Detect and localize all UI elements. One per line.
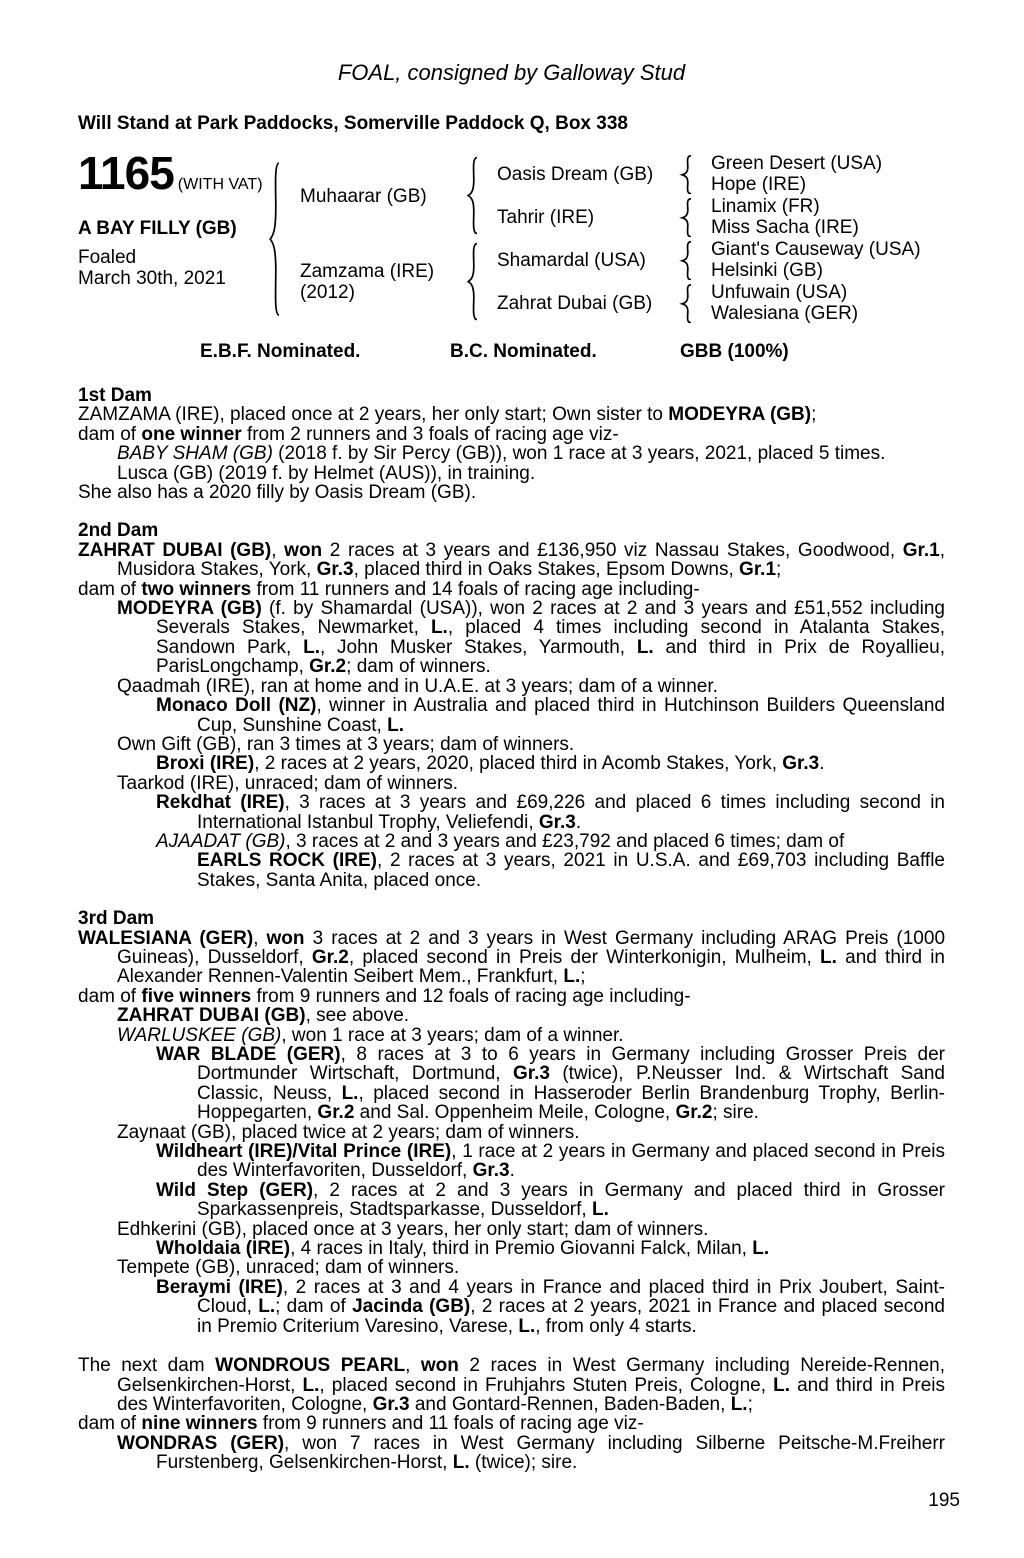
brace-icon	[677, 282, 697, 325]
great-grandparent: Green Desert (USA)	[711, 152, 883, 174]
pedigree-paragraph: ZAHRAT DUBAI (GB), see above.	[117, 1005, 410, 1027]
dam-name: Zamzama (IRE)	[300, 261, 435, 282]
page-number: 195	[928, 1490, 960, 1511]
pedigree-paragraph: Monaco Doll (NZ), winner in Australia and placed third in Hutchinson Builders Queensland Cup, Sunshine Coast, L.	[156, 695, 945, 736]
nominations-line	[78, 341, 945, 365]
granddam-paternal: Tahrir (IRE)	[497, 207, 595, 228]
ebf-nomination: E.B.F. Nominated.	[200, 341, 361, 362]
dam-section	[78, 521, 945, 890]
foaled-date: March 30th, 2021	[78, 268, 226, 289]
great-grandparent: Unfuwain (USA)	[711, 281, 848, 303]
great-grandparent: Miss Sacha (IRE)	[711, 217, 859, 239]
pedigree-paragraph: dam of two winners from 11 runners and 14 foals of racing age including-	[78, 578, 700, 600]
brace-icon	[677, 196, 697, 239]
pedigree-paragraph: Qaadmah (IRE), ran at home and in U.A.E. at 3 years; dam of a winner.	[117, 675, 718, 697]
pedigree-paragraph: WARLUSKEE (GB), won 1 race at 3 years; dam of a winner.	[117, 1024, 624, 1046]
pedigree-sire	[288, 153, 461, 239]
horse-description: A BAY FILLY (GB)	[78, 218, 237, 239]
pedigree-paragraph: Tempete (GB), unraced; dam of winners.	[117, 1257, 460, 1279]
pedigree-paragraph: She also has a 2020 filly by Oasis Dream (GB).	[78, 482, 477, 504]
great-grandparent: Giant's Causeway (USA)	[711, 238, 921, 260]
pedigree-paragraph: Beraymi (IRE), 2 races at 3 and 4 years in France and placed third in Prix Joubert, Saint-Cloud, L.; dam of Jacinda (GB), 2 races at 2 years, 2021 in France and placed second in Premio Criterium Varesino, Varese, L., from only 4 starts.	[156, 1276, 946, 1337]
pedigree-paragraph: Lusca (GB) (2019 f. by Helmet (AUS)), in training.	[117, 462, 536, 484]
grandsire-maternal: Shamardal (USA)	[497, 250, 646, 271]
pedigree-paragraph: ZAMZAMA (IRE), placed once at 2 years, her only start; Own sister to MODEYRA (GB);	[78, 404, 817, 426]
brace-icon	[461, 153, 485, 239]
granddam-maternal: Zahrat Dubai (GB)	[497, 293, 653, 314]
pedigree-paragraph: WONDRAS (GER), won 7 races in West Germany including Silberne Peitsche-M.Freiherr Furstenberg, Gelsenkirchen-Horst, L. (twice); sire.	[117, 1432, 945, 1474]
pedigree-paragraph: MODEYRA (GB) (f. by Shamardal (USA)), won 2 races at 2 and 3 years and £51,552 including Severals Stakes, Newmarket, L., placed 4 times including second in Atalanta Stakes, Sandown Park, L., John Musker Stakes, Yarmouth, L. and third in Prix de Royallieu, ParisLongchamp, Gr.2; dam of winners.	[117, 598, 946, 678]
consignment-title: FOAL, consigned by Galloway Stud	[337, 60, 686, 85]
brace-icon	[677, 153, 697, 196]
lot-header	[78, 147, 945, 329]
pedigree-paragraph: Wildheart (IRE)/Vital Prince (IRE), 1 race at 2 years in Germany and placed second in Preis des Winterfavoriten, Dusseldorf, Gr.3.	[156, 1141, 946, 1182]
lot-info-column	[78, 147, 263, 329]
pedigree-paragraph: WAR BLADE (GER), 8 races at 3 to 6 years in Germany including Grosser Preis der Dortmunder Wirtschaft, Dortmund, Gr.3 (twice), P.Neusser Ind. & Wirtschaft Sand Classic, Neuss, L., placed second in Hasseroder Berlin Brandenburg Trophy, Berlin-Hoppegarten, Gr.2 and Sal. Oppenheim Meile, Cologne, Gr.2; sire.	[156, 1044, 946, 1124]
pedigree-paragraph: Rekdhat (IRE), 3 races at 3 years and £69,226 and placed 6 times including second in International Istanbul Trophy, Veliefendi, Gr.3.	[156, 792, 945, 833]
pedigree-paragraph: Own Gift (GB), ran 3 times at 3 years; dam of winners.	[117, 733, 575, 755]
pedigree-paragraph: Wholdaia (IRE), 4 races in Italy, third in Premio Giovanni Falck, Milan, L.	[156, 1238, 770, 1260]
dam-year: (2012)	[300, 282, 355, 303]
great-grandparent: Hope (IRE)	[711, 174, 807, 196]
lot-number-line	[78, 147, 263, 199]
pedigree-tree	[262, 153, 945, 329]
pedigree-paragraph: Taarkod (IRE), unraced; dam of winners.	[117, 772, 459, 794]
dam-section	[78, 909, 945, 1336]
pedigree-sections	[78, 386, 945, 1473]
pedigree-dam	[288, 239, 461, 325]
great-grandparent: Helsinki (GB)	[711, 260, 823, 282]
pedigree-paragraph: Wild Step (GER), 2 races at 2 and 3 years in Germany and placed third in Grosser Sparkassenpreis, Stadtsparkasse, Dusseldorf, L.	[156, 1179, 945, 1221]
sire-name: Muhaarar (GB)	[300, 185, 427, 207]
brace-icon	[461, 239, 485, 325]
section-heading: 3rd Dam	[78, 908, 155, 930]
pedigree-paragraph: dam of five winners from 9 runners and 12 foals of racing age including-	[78, 985, 691, 1007]
pedigree-paragraph: AJAADAT (GB), 3 races at 2 and 3 years and £23,792 and placed 6 times; dam of	[156, 830, 845, 852]
dam-section	[78, 1356, 945, 1472]
pedigree-paragraph: EARLS ROCK (IRE), 2 races at 3 years, 2021 in U.S.A. and £69,703 including Baffle Stakes, Santa Anita, placed once.	[197, 850, 945, 891]
dam-section	[78, 386, 945, 502]
brace-icon	[262, 153, 288, 325]
vat-note: (WITH VAT)	[177, 176, 263, 193]
pedigree-paragraph: ZAHRAT DUBAI (GB), won 2 races at 3 years and £136,950 viz Nassau Stakes, Goodwood, Gr.1, Musidora Stakes, York, Gr.3, placed third in Oaks Stakes, Epsom Downs, Gr.1;	[78, 539, 945, 581]
gbb-status: GBB (100%)	[680, 341, 789, 362]
section-heading: 2nd Dam	[78, 520, 159, 542]
page-content	[78, 60, 945, 1473]
pedigree-paragraph: dam of one winner from 2 runners and 3 foals of racing age viz-	[78, 423, 619, 445]
pedigree-paragraph: dam of nine winners from 9 runners and 11 foals of racing age viz-	[78, 1413, 644, 1435]
brace-icon	[677, 239, 697, 282]
bc-nomination: B.C. Nominated.	[450, 341, 597, 362]
section-heading: 1st Dam	[78, 385, 152, 406]
stand-location-line: Will Stand at Park Paddocks, Somerville Paddock Q, Box 338	[78, 113, 628, 134]
pedigree-paragraph: BABY SHAM (GB) (2018 f. by Sir Percy (GB)), won 1 race at 3 years, 2021, placed 5 times.	[117, 443, 886, 465]
great-grandparent: Linamix (FR)	[711, 195, 820, 217]
grandsire-paternal: Oasis Dream (GB)	[497, 164, 654, 185]
foaled-label: Foaled	[78, 247, 137, 268]
pedigree-paragraph: The next dam WONDROUS PEARL, won 2 races in West Germany including Nereide-Rennen, Gelsenkirchen-Horst, L., placed second in Fruhjahrs Stuten Preis, Cologne, L. and third in Preis des Winterfavoriten, Cologne, Gr.3 and Gontard-Rennen, Baden-Baden, L.;	[78, 1355, 946, 1415]
pedigree-paragraph: Broxi (IRE), 2 races at 2 years, 2020, placed third in Acomb Stakes, York, Gr.3.	[156, 753, 825, 775]
pedigree-paragraph: Edhkerini (GB), placed once at 3 years, her only start; dam of winners.	[117, 1218, 709, 1240]
lot-number: 1165	[78, 147, 174, 199]
pedigree-paragraph: WALESIANA (GER), won 3 races at 2 and 3 years in West Germany including ARAG Preis (1000 Guineas), Dusseldorf, Gr.2, placed second in Preis der Winterkonigin, Mulheim, L. and third in Alexander Rennen-Valentin Seibert Mem., Frankfurt, L.;	[78, 927, 946, 988]
great-grandparent: Walesiana (GER)	[711, 303, 859, 325]
pedigree-paragraph: Zaynaat (GB), placed twice at 2 years; dam of winners.	[117, 1121, 580, 1143]
